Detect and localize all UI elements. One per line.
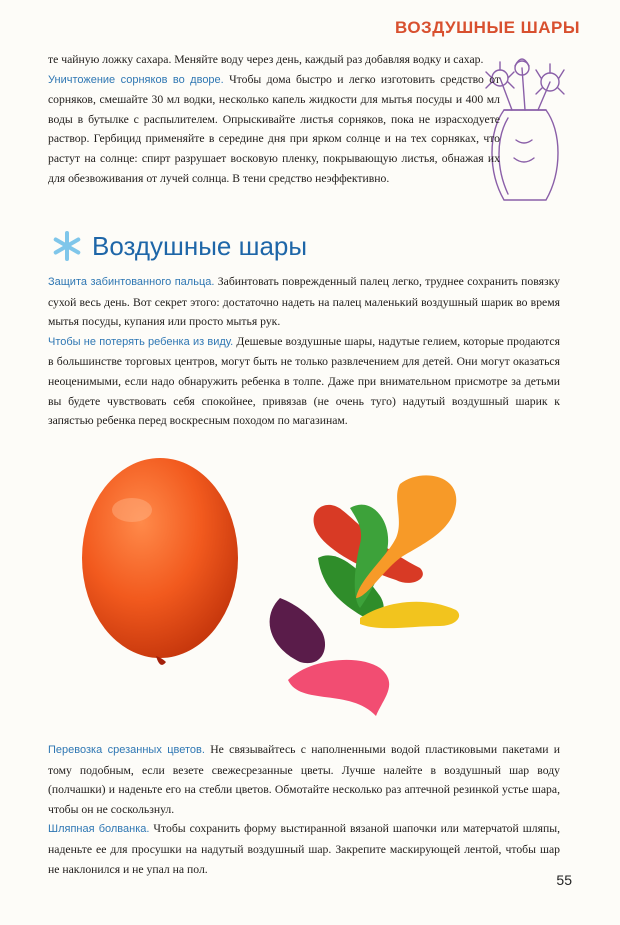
section-header: ВОЗДУШНЫЕ ШАРЫ <box>394 18 580 37</box>
paragraph-body: Забинтовать поврежденный палец легко, труднее сохранить повязку сухой весь день. Вот секрет этого: достаточно надеть на палец маленький воздушный шарик во время мытья посуды, купания или просто мытья рук. <box>48 275 560 329</box>
top-text-block <box>48 50 500 188</box>
section-heading <box>52 224 307 268</box>
child-tracking-paragraph <box>48 332 560 431</box>
snowflake-asterisk-icon <box>52 231 82 261</box>
bottom-text-block <box>48 740 560 879</box>
section-title: Воздушные шары <box>92 230 308 261</box>
weed-removal-paragraph <box>48 70 500 189</box>
paragraph-lead: Шляпная болванка. <box>48 823 150 836</box>
paragraph-body: Не связывайтесь с наполненными водой пластиковыми пакетами и тому подобным, если везете свежесрезанные цветы. Лучше налейте в воздушный шар воду (полчашки) и наденьте его на стебли цветов. Обмотайте несколько раз аптечной резинкой устье шара, чтобы он не соскользнул. <box>48 743 561 816</box>
bandaged-finger-paragraph <box>48 272 560 332</box>
cut-flowers-paragraph <box>48 740 560 819</box>
balloons-photo <box>60 448 480 728</box>
hat-block-paragraph <box>48 819 560 879</box>
paragraph-lead: Чтобы не потерять ребенка из виду. <box>48 335 234 348</box>
paragraph-body: Чтобы сохранить форму выстиранной вязаной шапочки или матерчатой шляпы, наденьте ее для просушки на надутый воздушный шар. Закрепите маскирующей лентой, чтобы шар не наклонился и не упал на пол. <box>48 822 560 876</box>
section-text-block <box>48 272 560 431</box>
page-number: 55 <box>556 872 572 888</box>
continuation-paragraph: те чайную ложку сахара. Меняйте воду через день, каждый раз добавляя водку и сахар. <box>48 53 484 66</box>
paragraph-lead: Защита забинтованного пальца. <box>48 276 215 288</box>
paragraph-lead: Перевозка срезанных цветов. <box>48 744 205 756</box>
paragraph-lead: Уничтожение сорняков во дворе. <box>48 73 224 86</box>
paragraph-body: Чтобы дома быстро и легко изготовить средство от сорняков, смешайте 30 мл водки, несколько капель жидкости для мытья посуды и 400 мл воды в бутылке с распылителем. Опрыскивайте листья сорняков, пока не израсходуете раствор. Гербицид применяйте в середине дня при ярком солнце и на тех сорняках, что растут на солнце: спирт разрушает восковую пленку, покрывающую листья, обнажая их для обезвоживания от лучей солнца. В тени средство неэффективно. <box>48 72 500 185</box>
paragraph-body: Дешевые воздушные шары, надутые гелием, которые продаются в большинстве торговых центров, могут быть не только развлечением для детей. Они могут оказаться неоценимыми, если надо обнаружить ребенка в толпе. Даже при внимательном присмотре за детьми вы будете чувствовать себя спокойнее, привязав (не очень туго) надутый воздушный шарик к запястью ребенка перед воскресным походом по магазинам. <box>48 334 560 428</box>
